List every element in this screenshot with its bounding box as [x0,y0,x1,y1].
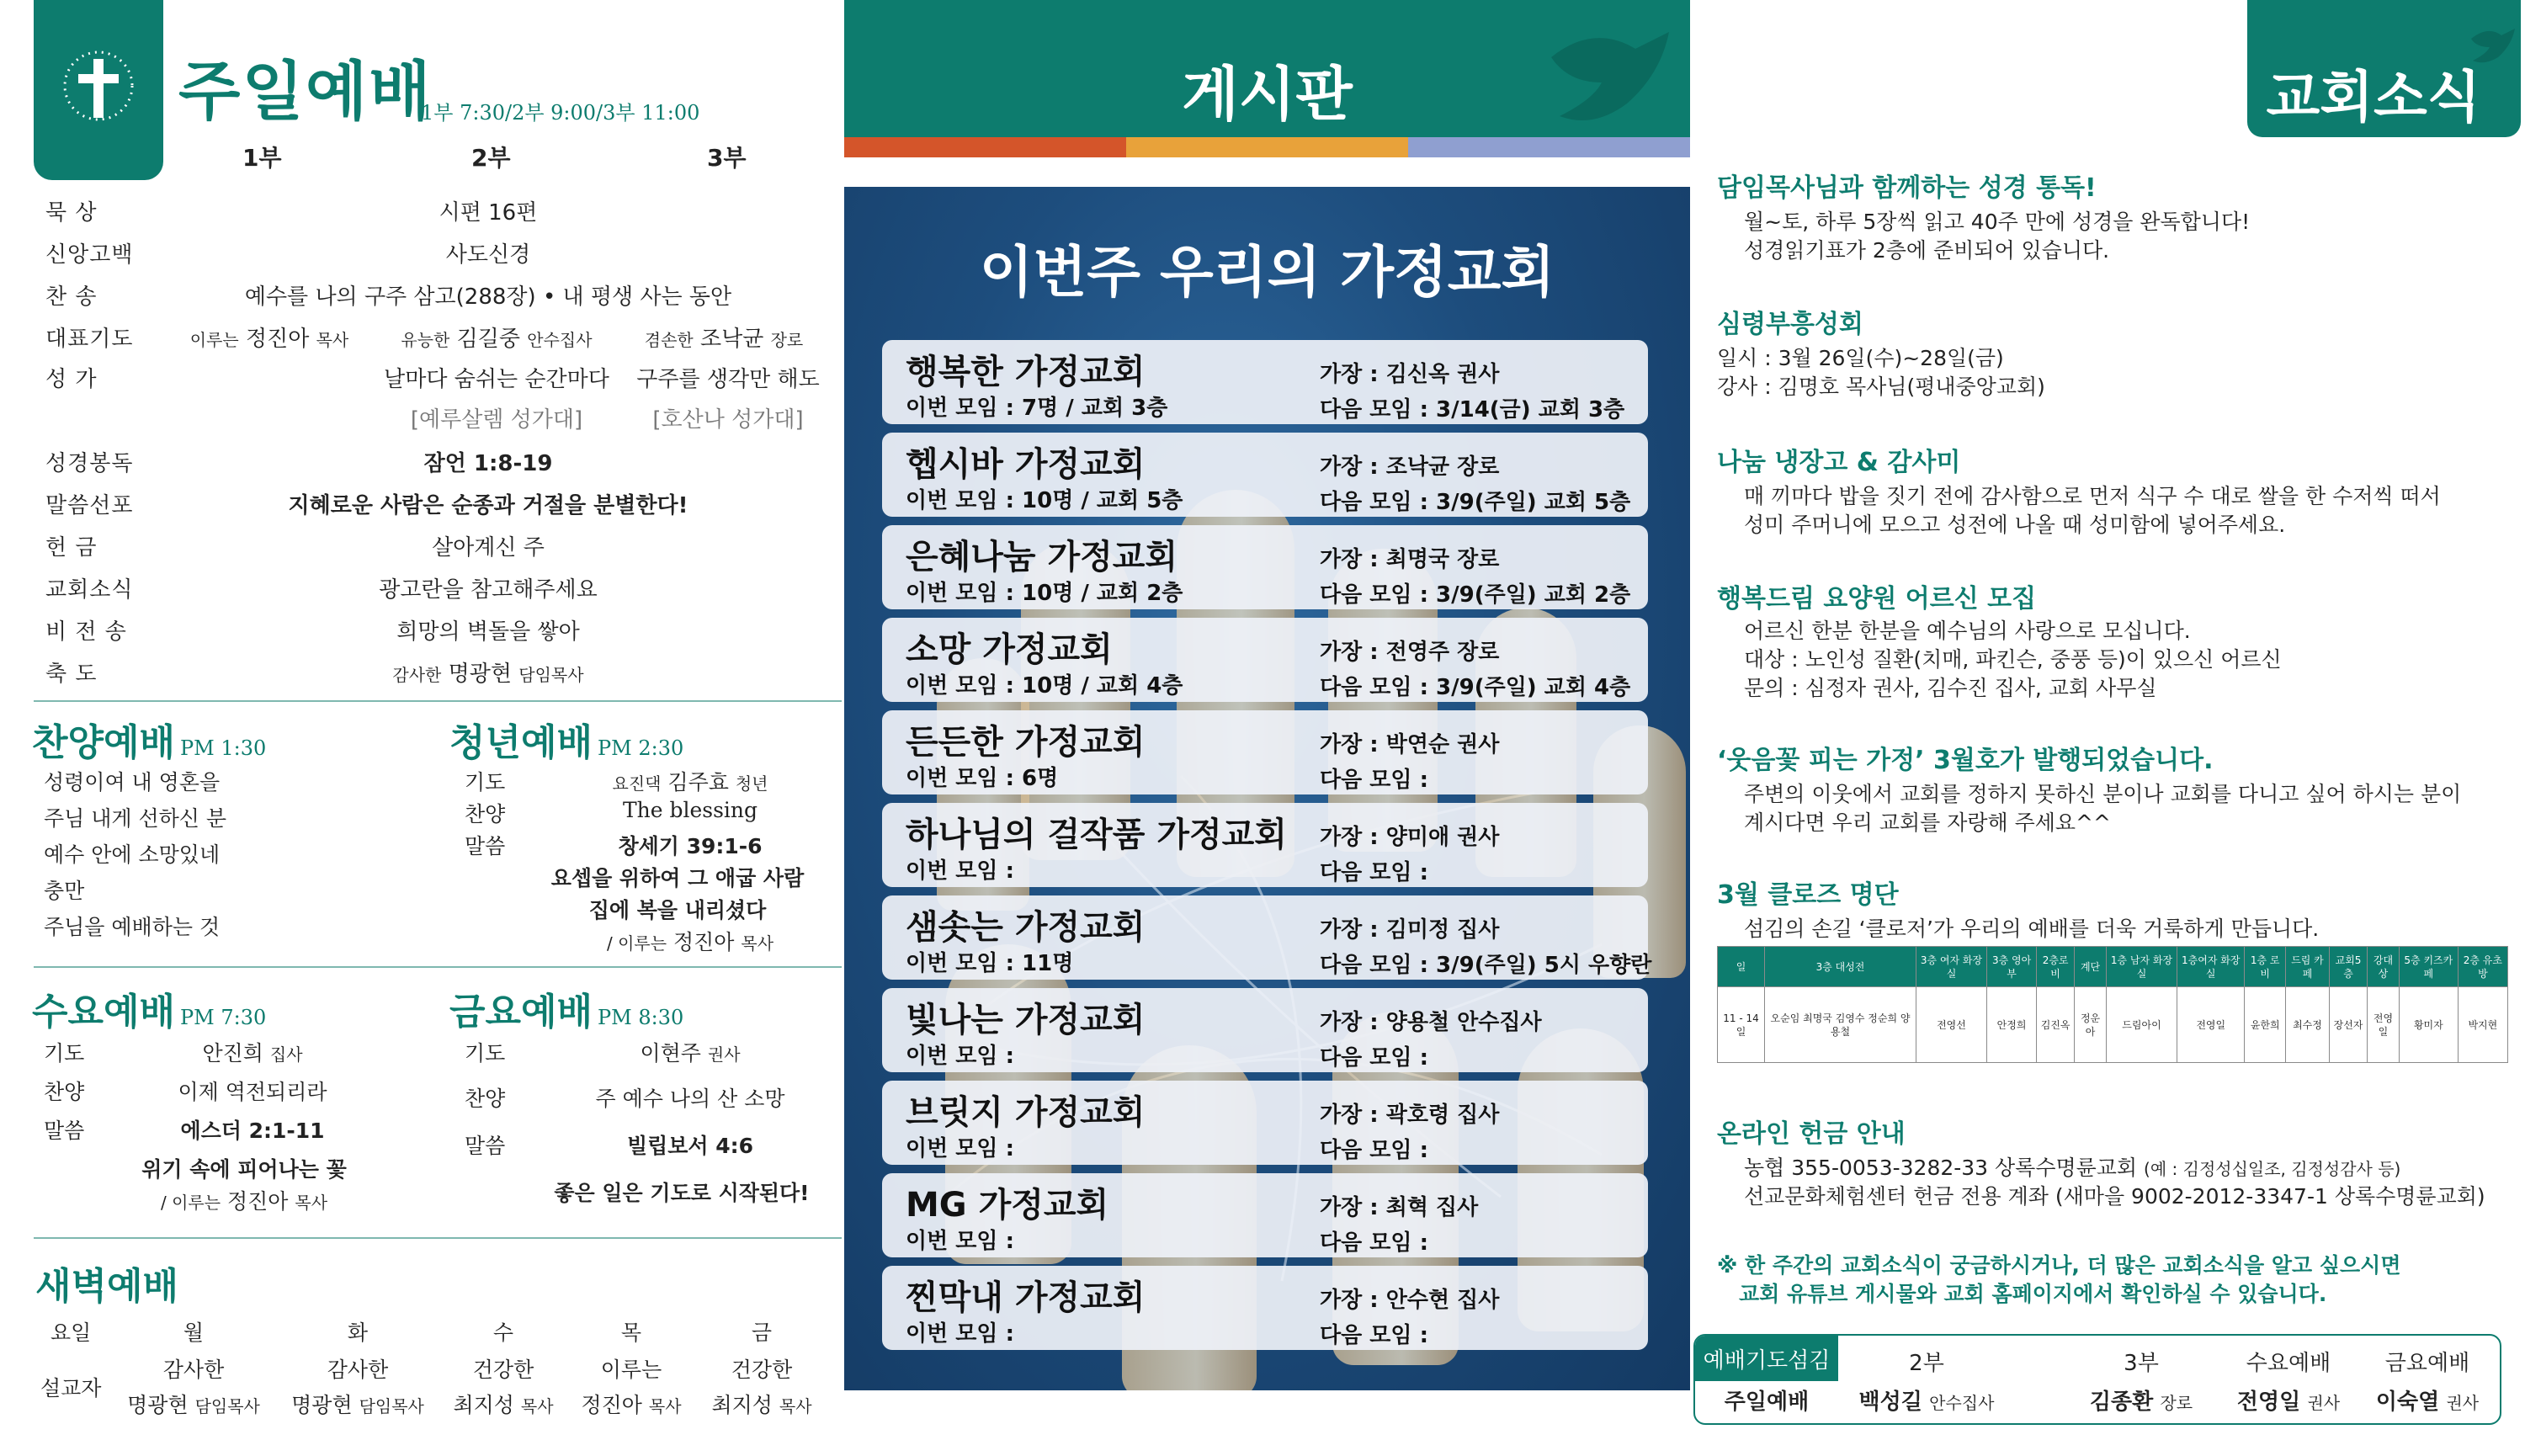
wed-prayer: 안진희 집사 [202,1041,303,1065]
fri-praise: 주 예수 나의 산 소망 [595,1087,785,1111]
order-row: 비 전 송 희망의 벽돌을 쌓아 [45,619,580,645]
col-head-2: 2부 [471,144,511,172]
order-row: 신앙고백 사도신경 [45,242,531,268]
praise-song: 충만 [44,879,85,903]
house-church-card: 소망 가정교회 이번 모임 : 10명 / 교회 4층 가장 : 전영주 장로 다음 모임 : 3/9(주일) 교회 4층 [882,618,1648,702]
house-church-card: 든든한 가정교회 이번 모임 : 6명 가장 : 박연순 권사 다음 모임 : [882,710,1648,794]
order-row-choir: 성 가 날마다 숨쉬는 순간마다 구주를 생각만 해도 [45,367,820,392]
house-church-card: 행복한 가정교회 이번 모임 : 7명 / 교회 3층 가장 : 김신옥 권사 다음 모임 : 3/14(금) 교회 3층 [882,340,1648,424]
order-row-sermon: 말씀선포 지혜로운 사람은 순종과 거절을 분별한다! [45,493,688,518]
table-row: 11 - 14일 오순임 최명국 김영수 정순희 양용철 전영선 안정희 김진옥 정운아 드림아이 전영일 윤한희 최수정 장선자 전영일 황미자 박지현 [1718,987,2508,1063]
youth-scripture: 창세기 39:1-6 [618,834,763,858]
divider [34,1237,842,1239]
order-row: 성경봉독 잠언 1:8-19 [45,451,553,476]
col-head-1: 1부 [242,144,282,172]
wed-scripture: 에스더 2:1-11 [180,1119,325,1143]
news-item-title: ‘웃음꽃 피는 가정’ 3월호가 발행되었습니다. [1717,746,2214,775]
house-church-card: 하나님의 걸작품 가정교회 이번 모임 : 가장 : 양미애 권사 다음 모임 : [882,803,1648,887]
stripe-blue [1408,137,1690,157]
dawn-speaker: 명광현 담임목사 [291,1393,424,1417]
news-item-title: 담임목사님과 함께하는 성경 통독! [1717,173,2097,203]
house-church-card: 빛나는 가정교회 이번 모임 : 가장 : 양용철 안수집사 다음 모임 : [882,988,1648,1072]
friday-service-title: 금요예배 PM 8:30 [449,991,684,1034]
house-church-card: MG 가정교회 이번 모임 : 가장 : 최혁 집사 다음 모임 : [882,1173,1648,1257]
prayer-roster: 예배기도섬김 2부 3부 수요예배 금요예배 주일예배 백성길 안수집사 김종환 장로 전영일 권사 이숙열 권사 [1693,1334,2501,1425]
praise-song: 주님 내게 선하신 분 [44,806,227,831]
dawn-day: 화 [347,1320,369,1345]
prayer-roster-tag: 예배기도섬김 [1695,1336,1838,1381]
news-item-title: 행복드림 요양원 어르신 모집 [1717,584,2037,614]
house-church-card: 찐막내 가정교회 이번 모임 : 가장 : 안수현 집사 다음 모임 : [882,1266,1648,1350]
dawn-service-title: 새벽예배 [35,1265,179,1308]
cross-icon [56,44,141,136]
house-church-card: 은혜나눔 가정교회 이번 모임 : 10명 / 교회 2층 가장 : 최명국 장로 다음 모임 : 3/9(주일) 교회 2층 [882,525,1648,609]
order-row: 헌 금 살아계신 주 [45,535,545,561]
order-row: 교회소식 광고란을 참고해주세요 [45,577,598,603]
house-church-card: 샘솟는 가정교회 이번 모임 : 11명 가장 : 김미정 집사 다음 모임 : 3/9(주일) 5시 우향란 [882,895,1648,980]
service-times: 1부 7:30/2부 9:00/3부 11:00 [421,101,700,125]
board-title: 게시판 [1182,60,1353,129]
col-head-3: 3부 [707,144,747,172]
dawn-day: 월 [183,1320,205,1345]
wednesday-service-title: 수요예배 PM 7:30 [32,991,267,1034]
order-row-prayer: 대표기도 이루는 정진아 목사 유능한 김길중 안수집사 겸손한 조낙균 장로 [45,327,804,352]
divider [34,966,842,968]
order-row-benediction: 축 도 감사한 명광현 담임목사 [45,662,584,687]
news-header-tab [2247,0,2521,137]
stripe-yellow [1126,137,1408,157]
news-title: 교회소식 [2266,65,2481,130]
dawn-day: 목 [620,1320,642,1345]
news-item-title: 심령부흥성회 [1717,310,1863,339]
praise-song: 주님을 예배하는 것 [44,915,221,939]
youth-praise: The blessing [622,798,758,822]
dove-icon [2468,25,2518,67]
footer-note: ※ 한 주간의 교회소식이 궁금하시거나, 더 많은 교회소식을 알고 싶으시면 [1717,1253,2401,1278]
church-news-panel: 교회소식 담임목사님과 함께하는 성경 통독! 월~토, 하루 5장씩 읽고 40주 만에 성경을 완독합니다! 성경읽기표가 2층에 준비되어 있습니다. 심령부흥성회 일시 : 3월 26일(수)~28일(금) 강사 : 김명호 목사님(평내중앙교회) 나눔 냉장고 & 감사미 매 끼마다 밥을 짓기 전에 감사함으로 먼저 식구 수 대로 쌀을 한 수저씩 떠서 성미 주머니에 모으고 성전에 나올 때 성미함에 넣어주세요. 행복드림 요양원 어르신 모집 어르신 한분 한분을 예수님의 사랑으로 모십니다. 대상 : 노인성 질환(치매, 파킨슨, 중풍 등)이 있으신 어르신 문의 : 심정자 권사, 김수진 집사, 교회 사무실 ‘웃음꽃 피는 가정’ 3월호가 발행되었습니다. 주변의 이웃에서 교회를 정하지 못하신 분이나 교회를 다니고 싶어 하시는 분이 계시다면 우리 교회를 자랑해 주세요^^ 3월 클로즈 명단 섬김의 손길 ‘클로저’가 우리의 예배를 더욱 거룩하게 만듭니다. 일 3층 대성전 3층 여자 화장실 3층 영아부 2층로비 계단 1층 남자 화장실 1층여자 화장실 1층 로비 드림 카페 교회5층 강대상 5층 키즈카페 2층 유초방 11 - 14일 오순임 최명국 김영수 정순희 양용철 전영선 안정희 김진옥 정운아 드림아이 전영일 윤한희 최수정 장선자 전영일 황미자 박지현 온라인 헌금 안내 농협 355-0053-3282-33 상록수명륜교회 (예 : 김정성십일조, 김정성감사 등) 선교문화체험센터 헌금 전용 계좌 (새마을 9002-2012-3347-1 상록수명륜교회) ※ 한 주간의 교회소식이 궁금하시거나, 더 많은 교회소식을 알고 싶으시면 교회 유튜브 게시물와 교회 홈페이지에서 확인하실 수 있습니다. [1692,0,2525,1456]
praise-service-title: 찬양예배 PM 1:30 [32,721,267,764]
praise-song: 예수 안에 소망있네 [44,842,221,867]
fri-prayer: 이현주 권사 [640,1041,741,1065]
news-item-title: 나눔 냉장고 & 감사미 [1717,448,1961,477]
dawn-day: 수 [492,1320,514,1345]
youth-sermon: 요셉을 위하여 그 애굽 사람 [550,866,805,890]
praise-song: 성령이여 내 영혼을 [44,770,221,794]
order-row: 찬 송 예수를 나의 구주 삼고(288장) • 내 평생 사는 동안 [45,284,732,310]
order-row: 묵 상 시편 16편 [45,200,538,226]
closer-schedule-table: 일 3층 대성전 3층 여자 화장실 3층 영아부 2층로비 계단 1층 남자 화장실 1층여자 화장실 1층 로비 드림 카페 교회5층 강대상 5층 키즈카페 2층 유초방 11 - 14일 오순임 최명국 김영수 정순희 양용철 전영선 안정희 김진옥 정운아 드림아이 전영일 윤한희 최수정 장선자 전영일 황미자 박지현 [1717,946,2508,1063]
footer-note: 교회 유튜브 게시물와 교회 홈페이지에서 확인하실 수 있습니다. [1739,1282,2327,1306]
dawn-speaker: 정진아 목사 [581,1393,682,1417]
sunday-service-panel: 주일예배 1부 7:30/2부 9:00/3부 11:00 1부 2부 3부 묵 상 시편 16편 신앙고백 사도신경 찬 송 예수를 나의 구주 삼고(288장) • 내 평생 사는 동안 대표기도 이루는 정진아 목사 유능한 김길중 안수집사 겸손한 조낙균 장로 성 가 날마다 숨쉬는 순간마다 구주를 생각만 해도 [예루살렘 성가대] [호산나 성가대] 성경봉독 잠언 1:8-19 말씀선포 지혜로운 사람은 순종과 거절을 분별한다! 헌 금 살아계신 주 교회소식 광고란을 참고해주세요 비 전 송 희망의 벽돌을 쌓아 축 도 감사한 명광현 담임목사 찬양예배 PM 1:30 성령이여 내 영혼을 주님 내게 선하신 분 예수 안에 소망있네 충만 주님을 예배하는 것 청년예배 PM 2:30 기도 요진댁 김주효 청년 찬양 The blessing 말씀 창세기 39:1-6 요셉을 위하여 그 애굽 사람 집에 복을 내리셨다 / 이루는 정진아 목사 수요예배 PM 7:30 기도 안진희 집사 찬양 이제 역전되리라 말씀 에스더 2:1-11 위기 속에 피어나는 꽃 / 이루는 정진아 목사 금요예배 PM 8:30 기도 이현주 권사 찬양 주 예수 나의 산 소망 말씀 빌립보서 4:6 좋은 일은 기도로 시작된다! 새벽예배 요일 월 화 수 목 금 설교자 감사한 명광현 담임목사 감사한 명광현 담임목사 건강한 최지성 목사 이루는 정진아 목사 건강한 최지성 목사 [0,0,842,1456]
house-church-card: 브릿지 가정교회 이번 모임 : 가장 : 곽호령 집사 다음 모임 : [882,1081,1648,1165]
order-row-choir-names: [예루살렘 성가대] [호산나 성가대] [410,407,804,433]
dawn-speaker: 명광현 담임목사 [127,1393,260,1417]
dawn-speaker: 최지성 목사 [711,1393,812,1417]
fri-scripture: 빌립보서 4:6 [626,1134,754,1158]
fri-sermon: 좋은 일은 기도로 시작된다! [554,1181,810,1205]
dawn-speaker: 최지성 목사 [453,1393,554,1417]
board-subtitle: 이번주 우리의 가정교회 [979,240,1555,305]
youth-service-title: 청년예배 PM 2:30 [449,721,684,764]
house-church-card: 헵시바 가정교회 이번 모임 : 10명 / 교회 5층 가장 : 조낙균 장로 다음 모임 : 3/9(주일) 교회 5층 [882,433,1648,517]
wed-preacher: / 이루는 정진아 목사 [160,1189,328,1214]
cross-badge [34,0,163,180]
wed-sermon: 위기 속에 피어나는 꽃 [141,1157,347,1182]
youth-sermon: 집에 복을 내리셨다 [588,898,767,922]
wed-praise: 이제 역전되리라 [178,1080,327,1104]
news-item-title: 3월 클로즈 명단 [1717,880,1899,910]
youth-prayer: 요진댁 김주효 청년 [612,770,768,794]
bulletin-board-panel [844,0,1690,1456]
divider [34,700,842,702]
youth-preacher: / 이루는 정진아 목사 [606,930,774,954]
stripe-orange [844,137,1126,157]
dawn-day: 금 [751,1320,773,1345]
page-title: 주일예배 [178,54,433,129]
news-item-title: 온라인 헌금 안내 [1717,1119,1906,1149]
